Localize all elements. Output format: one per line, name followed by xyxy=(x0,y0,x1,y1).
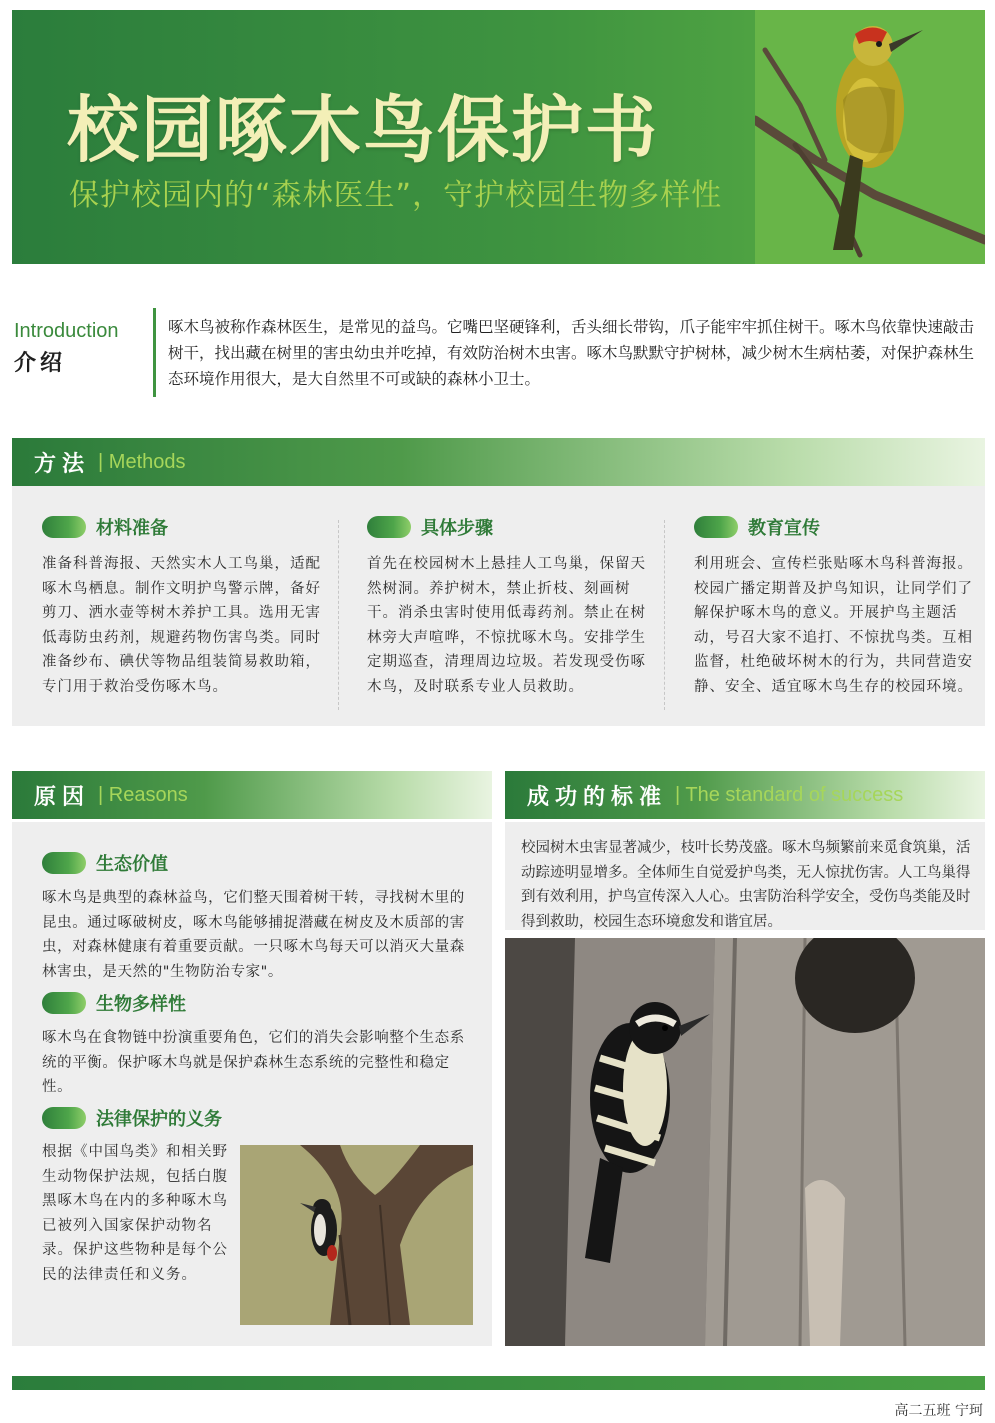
intro-label-en: Introduction xyxy=(14,320,119,342)
method-title: 材料准备 xyxy=(96,518,168,539)
method-item-education xyxy=(694,514,974,699)
pill-icon xyxy=(42,1107,86,1129)
pill-icon xyxy=(367,516,411,538)
intro-text: 啄木鸟被称作森林医生，是常见的益鸟。它嘴巴坚硬锋利，舌头细长带钩，爪子能牢牢抓住树干。啄木鸟依靠快速敲击树干，找出藏在树里的害虫幼虫并吃掉，有效防治树木虫害。啄木鸟默默守护树林，减少树木生病枯萎，对保护森林生态环境作用很大，是大自然里不可或缺的森林小卫士。 xyxy=(168,318,975,388)
method-text: 首先在校园树木上悬挂人工鸟巢，保留天然树洞。养护树木，禁止折枝、刻画树干。消杀虫害时使用低毒药剂。禁止在树林旁大声喧哗，不惊扰啄木鸟。安排学生定期巡查，清理周边垃圾。若发现受伤啄木鸟，及时联系专业人员救助。 xyxy=(367,556,646,695)
method-title: 教育宣传 xyxy=(748,518,820,539)
woodpecker-trunk-photo xyxy=(505,938,985,1346)
page-title: 校园啄木鸟保护书 xyxy=(67,88,660,172)
reason-title: 生态价值 xyxy=(96,854,168,875)
success-title-en: | The standard of success xyxy=(675,784,903,807)
reason-text: 根据《中国鸟类》和相关野生动物保护法规，包括白腹黑啄木鸟在内的多种啄木鸟已被列入国家保护动物名录。保护这些物种是每个公民的法律责任和义务。 xyxy=(42,1144,228,1283)
pill-icon xyxy=(42,516,86,538)
method-title-row xyxy=(694,514,974,540)
page-subtitle: 保护校园内的“森林医生”，守护校园生物多样性 xyxy=(69,178,723,213)
reason-text: 啄木鸟是典型的森林益鸟，它们整天围着树干转，寻找树木里的昆虫。通过啄破树皮，啄木鸟能够捕捉潜藏在树皮及木质部的害虫，对森林健康有着重要贡献。一只啄木鸟每天可以消灭大量森林害虫，是天然的"生物防治专家"。 xyxy=(42,890,465,980)
woodpecker-photo xyxy=(755,10,985,264)
reason-title: 生物多样性 xyxy=(96,994,186,1015)
reason-title: 法律保护的义务 xyxy=(96,1109,222,1130)
method-text: 利用班会、宣传栏张贴啄木鸟科普海报。校园广播定期普及护鸟知识，让同学们了解保护啄木鸟的意义。开展护鸟主题活动，号召大家不追打、不惊扰鸟类。互相监督，杜绝破坏树木的行为，共同营造安静、安全、适宜啄木鸟生存的校园环境。 xyxy=(694,556,973,695)
success-header xyxy=(505,771,985,819)
method-title-row xyxy=(42,514,322,540)
column-divider xyxy=(338,520,339,710)
success-text: 校园树木虫害显著减少，枝叶长势茂盛。啄木鸟频繁前来觅食筑巢，活动踪迹明显增多。全体师生自觉爱护鸟类，无人惊扰伤害。人工鸟巢得到有效利用，护鸟宣传深入人心。虫害防治科学安全，受伤鸟类能及时得到救助，校园生态环境愈发和谐宜居。 xyxy=(521,840,971,930)
column-divider xyxy=(664,520,665,710)
method-item-materials xyxy=(42,514,322,699)
reasons-header xyxy=(12,771,492,819)
method-title: 具体步骤 xyxy=(421,518,493,539)
methods-title-en: | Methods xyxy=(98,451,185,474)
method-text: 准备科普海报、天然实木人工鸟巢，适配啄木鸟栖息。制作文明护鸟警示牌，备好剪刀、洒水壶等树木养护工具。选用无害低毒防虫药剂，规避药物伤害鸟类。同时准备纱布、碘伏等物品组装简易救助箱，专门用于救治受伤啄木鸟。 xyxy=(42,556,321,695)
reason-title-row xyxy=(42,850,472,876)
reason-title-row xyxy=(42,1105,472,1131)
method-title-row xyxy=(367,514,647,540)
reason-item-biodiversity xyxy=(42,990,472,1100)
header-banner xyxy=(12,10,985,264)
reason-item-legal xyxy=(42,1105,472,1131)
reason-title-row xyxy=(42,990,472,1016)
methods-title-cn: 方法 xyxy=(34,451,91,477)
method-item-steps xyxy=(367,514,647,699)
intro-divider xyxy=(153,308,156,397)
reason-item-ecology xyxy=(42,850,472,984)
footer-bar xyxy=(12,1376,985,1390)
success-title-cn: 成功的标准 xyxy=(527,784,668,810)
pill-icon xyxy=(42,852,86,874)
reasons-title-cn: 原因 xyxy=(34,784,91,810)
intro-label-cn: 介绍 xyxy=(14,351,67,376)
pill-icon xyxy=(42,992,86,1014)
reasons-title-en: | Reasons xyxy=(98,784,188,807)
reason-text: 啄木鸟在食物链中扮演重要角色，它们的消失会影响整个生态系统的平衡。保护啄木鸟就是保护森林生态系统的完整性和稳定性。 xyxy=(42,1030,465,1095)
methods-header xyxy=(12,438,985,486)
pill-icon xyxy=(694,516,738,538)
author-name: 高二五班 宁珂 xyxy=(894,1403,983,1419)
woodpecker-on-tree-photo xyxy=(240,1145,473,1325)
